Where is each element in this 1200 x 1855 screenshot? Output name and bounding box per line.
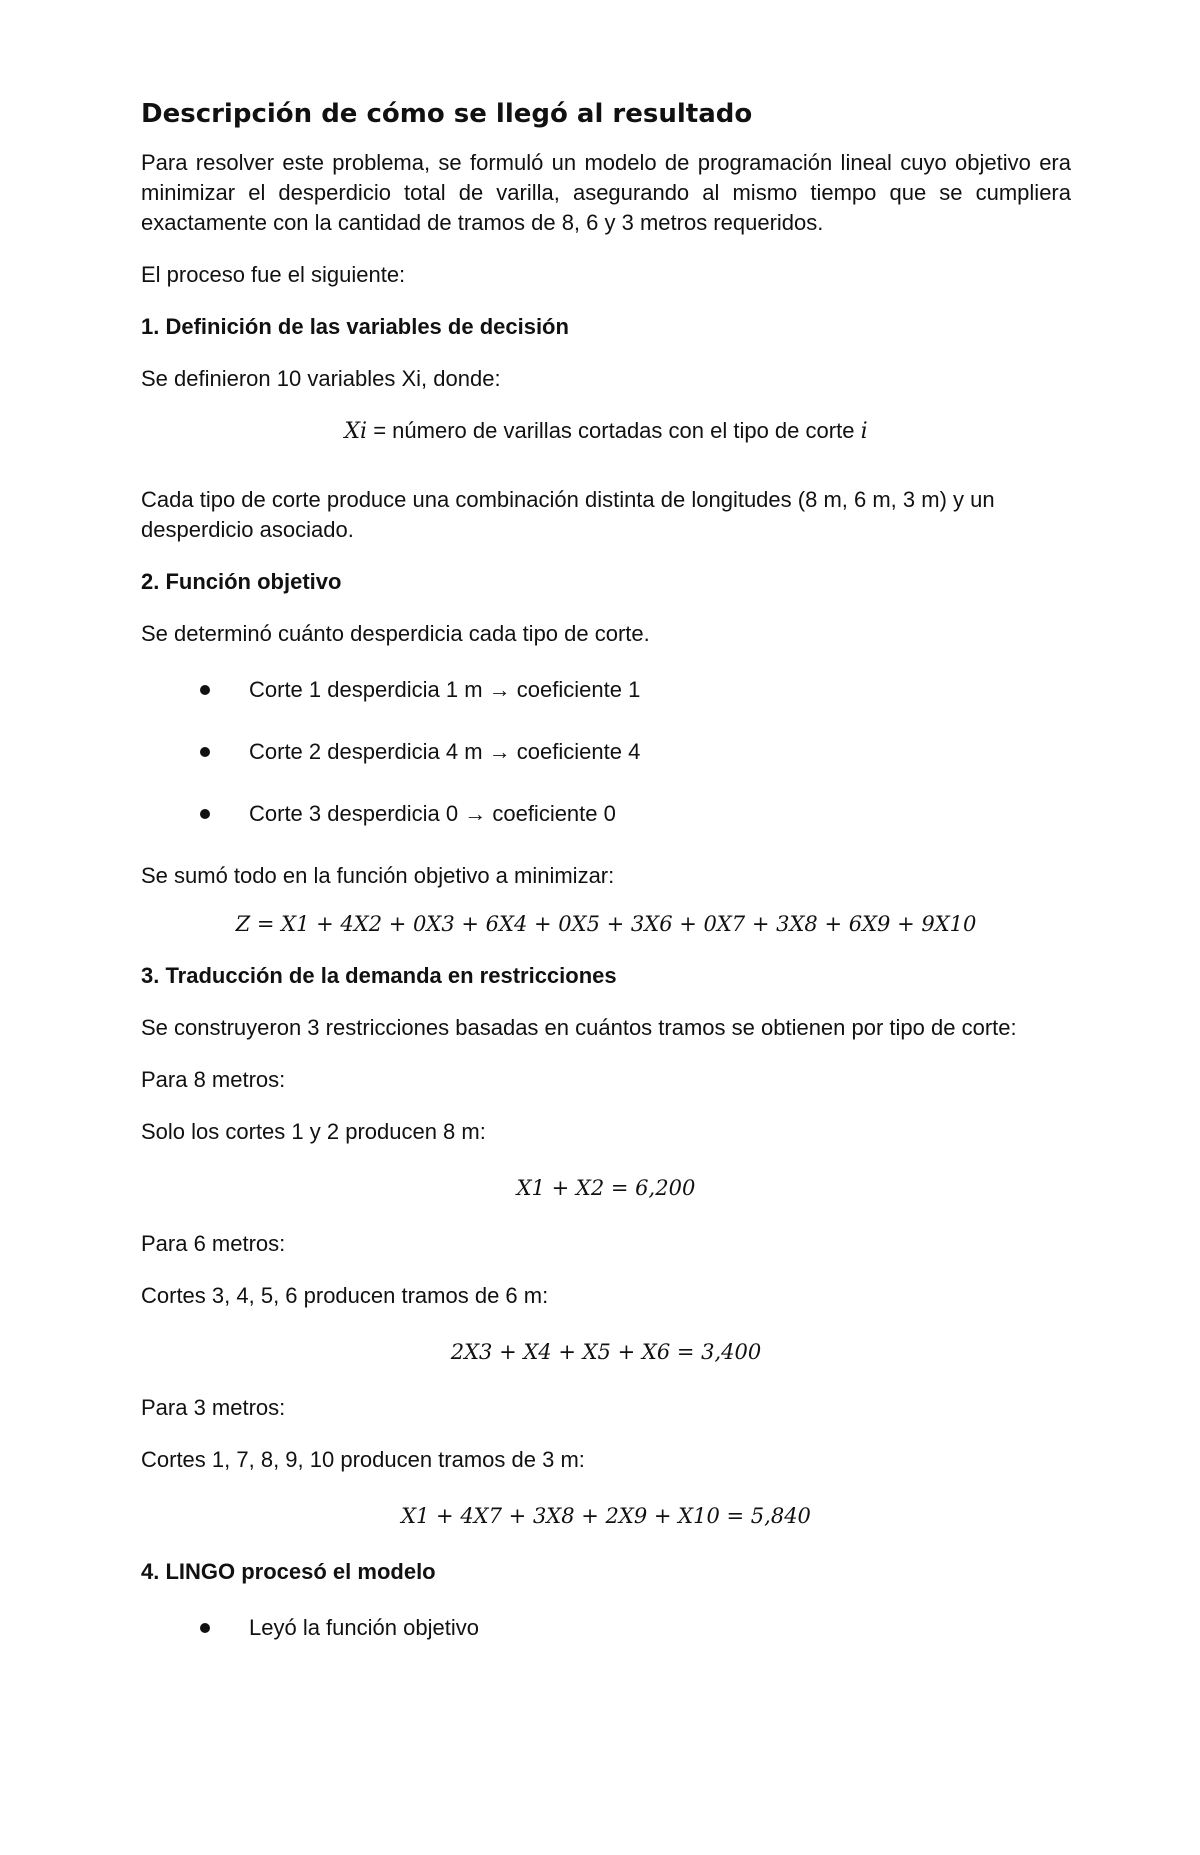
section-3-heading: 3. Traducción de la demanda en restricciones [141, 963, 617, 988]
variable-definition-formula [141, 416, 1071, 447]
constraint-6m-label: Para 6 metros: [141, 1231, 286, 1256]
formula-index: i [860, 419, 868, 444]
bullet-icon [200, 1623, 210, 1633]
constraint-8m-formula: X1 + X2 = 6,200 [516, 1176, 696, 1200]
intro-paragraph: Para resolver este problema, se formuló un modelo de programación lineal cuyo objetivo era minimizar el desperdicio total de varilla, asegurando al mismo tiempo que se cumpliera exactamente con la cantidad de tramos de 8, 6 y 3 metros requeridos. [141, 150, 1071, 235]
section-4-heading: 4. LINGO procesó el modelo [141, 1559, 436, 1584]
constraint-8m-label: Para 8 metros: [141, 1067, 286, 1092]
section-2-text-2: Se sumó todo en la función objetivo a minimizar: [141, 863, 615, 888]
bullet-icon [200, 747, 210, 757]
bullet-icon [200, 809, 210, 819]
lingo-steps-list [141, 1613, 1071, 1643]
constraint-3m-description: Cortes 1, 7, 8, 9, 10 producen tramos de 3 m: [141, 1447, 585, 1472]
section-1-heading: 1. Definición de las variables de decisión [141, 314, 569, 339]
document-content [141, 96, 1071, 1675]
constraint-3m-formula: X1 + 4X7 + 3X8 + 2X9 + X10 = 5,840 [401, 1504, 811, 1528]
formula-variable: Xi [344, 419, 368, 444]
constraint-6m-formula: 2X3 + X4 + X5 + X6 = 3,400 [450, 1340, 762, 1364]
page-title: Descripción de cómo se llegó al resultado [141, 99, 753, 129]
list-item: Leyó la función objetivo [141, 1613, 1071, 1643]
process-intro: El proceso fue el siguiente: [141, 262, 406, 287]
section-3-text: Se construyeron 3 restricciones basadas en cuántos tramos se obtienen por tipo de corte: [141, 1015, 1017, 1040]
section-1-text: Se definieron 10 variables Xi, donde: [141, 366, 501, 391]
constraint-3m-label: Para 3 metros: [141, 1395, 286, 1420]
waste-coefficient-list [141, 675, 1071, 829]
list-item: Corte 3 desperdicia 0 → coeficiente 0 [141, 799, 1071, 829]
section-2-text: Se determinó cuánto desperdicia cada tipo de corte. [141, 621, 650, 646]
constraint-6m-description: Cortes 3, 4, 5, 6 producen tramos de 6 m: [141, 1283, 549, 1308]
objective-function-formula: Z = X1 + 4X2 + 0X3 + 6X4 + 0X5 + 3X6 + 0X7 + 3X8 + 6X9 + 9X10 [235, 912, 977, 936]
formula-definition-text: = número de varillas cortadas con el tipo de corte [373, 418, 855, 443]
list-item: Corte 2 desperdicia 4 m → coeficiente 4 [141, 737, 1071, 767]
bullet-icon [200, 685, 210, 695]
list-item: Corte 1 desperdicia 1 m → coeficiente 1 [141, 675, 1071, 705]
section-2-heading: 2. Función objetivo [141, 569, 342, 594]
constraint-8m-description: Solo los cortes 1 y 2 producen 8 m: [141, 1119, 486, 1144]
section-1-text-2: Cada tipo de corte produce una combinación distinta de longitudes (8 m, 6 m, 3 m) y un desperdicio asociado. [141, 487, 995, 542]
